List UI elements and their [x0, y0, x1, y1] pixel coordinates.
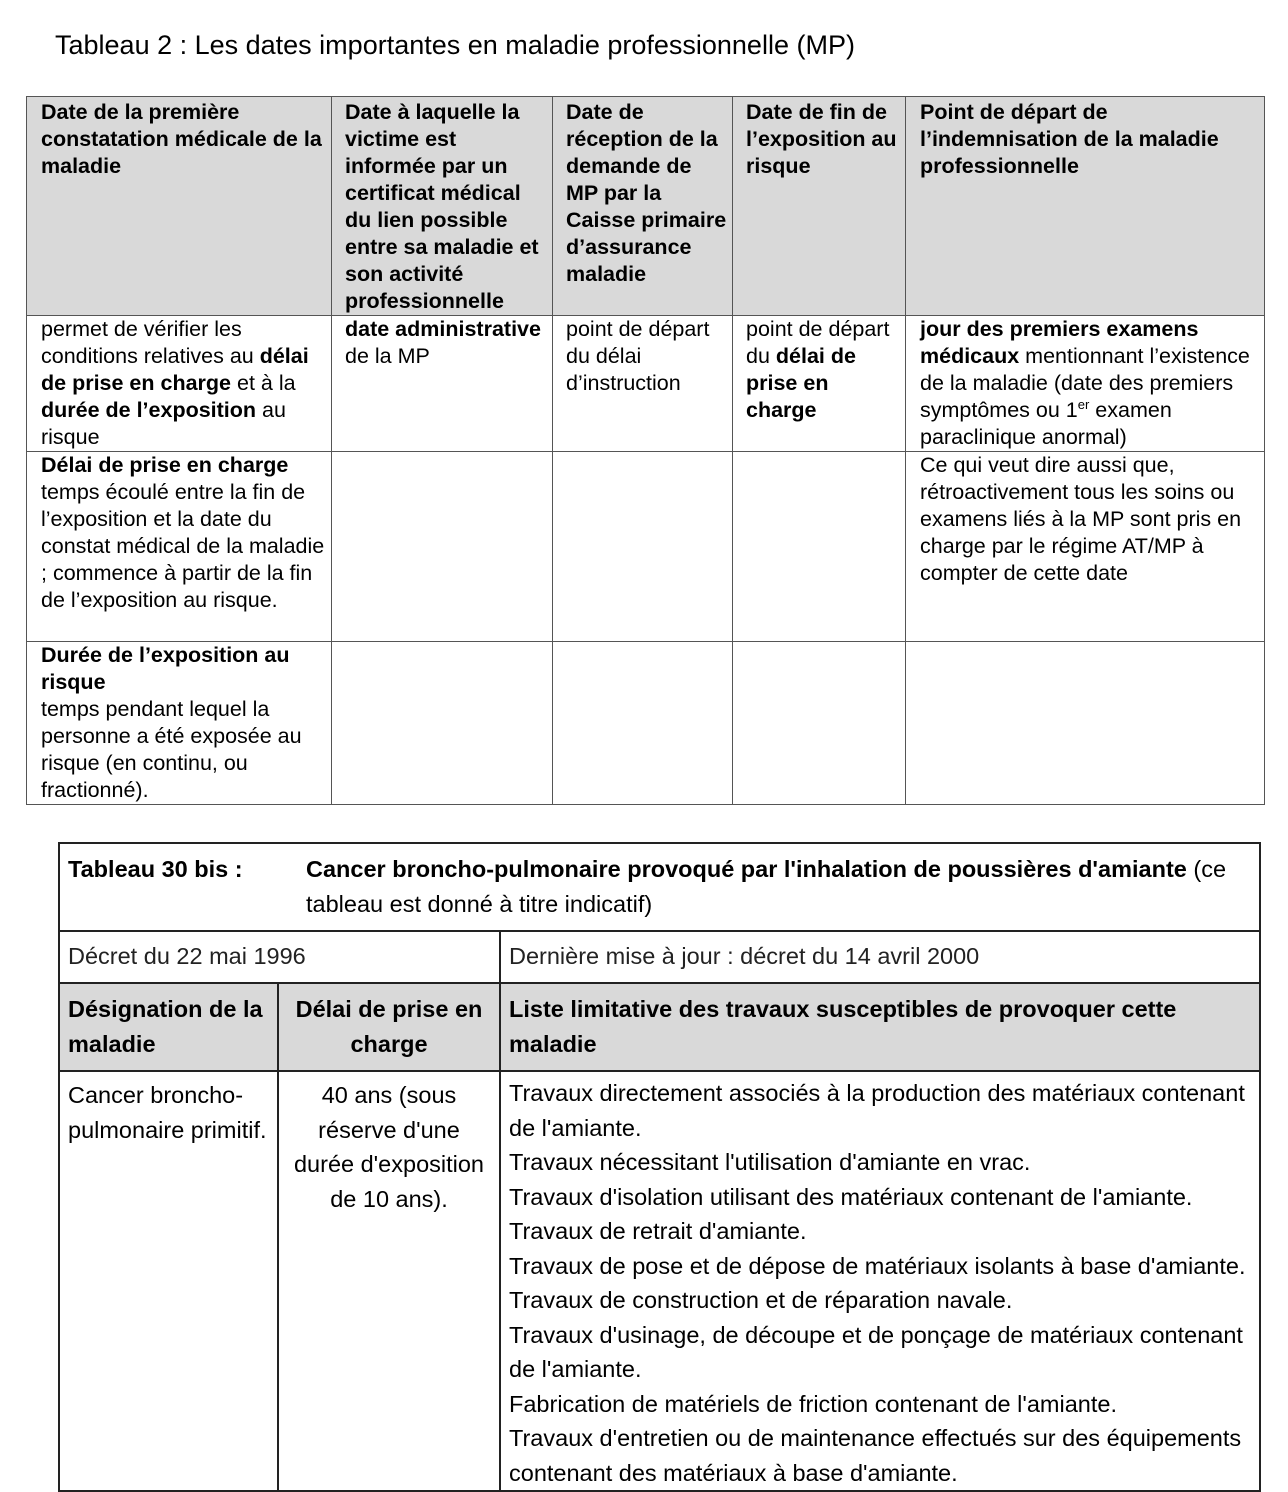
row3-col4: [733, 642, 906, 805]
row1-col1: permet de vérifier les conditions relatives au délai de prise en charge et à la durée de l’exposition au risque: [27, 316, 332, 452]
row1-col4: point de départ du délai de prise en charge: [733, 316, 906, 452]
row3-col2: [332, 642, 553, 805]
list-item: Fabrication de matériels de friction contenant de l'amiante.: [509, 1390, 1117, 1417]
document-title: Tableau 2 : Les dates importantes en maladie professionnelle (MP): [55, 30, 855, 60]
row2-col2: [332, 452, 553, 642]
row1-col5: jour des premiers examens médicaux mentionnant l’existence de la maladie (date des premiers symptômes ou 1er examen paraclinique anormal): [906, 316, 1265, 452]
row2-col1: Délai de prise en charge temps écoulé entre la fin de l’exposition et la date du constat médical de la maladie ; commence à partir de la fin de l’exposition au risque.: [27, 452, 332, 642]
header-request-received-date: Date de réception de la demande de MP par la Caisse primaire d’assurance maladie: [553, 97, 733, 316]
disease-cell: Cancer broncho-pulmonaire primitif.: [59, 1071, 278, 1491]
row2-col4: [733, 452, 906, 642]
header-works: Liste limitative des travaux susceptibles de provoquer cette maladie: [500, 983, 1260, 1071]
row3-col1: Durée de l’exposition au risque temps pendant lequel la personne a été exposée au risque (en continu, ou fractionné).: [27, 642, 332, 805]
table-row: [27, 452, 1265, 642]
list-item: Travaux de pose et de dépose de matériaux isolants à base d'amiante.: [509, 1252, 1246, 1279]
row3-col3: [553, 642, 733, 805]
table-row: [59, 1071, 1260, 1491]
asbestos-table-title-row: [59, 843, 1260, 931]
dates-table-header-row: [27, 97, 1265, 316]
list-item: Travaux d'entretien ou de maintenance effectués sur des équipements contenant des matériaux à base d'amiante.: [509, 1425, 1242, 1486]
works-cell: [500, 1071, 1260, 1491]
last-update: Dernière mise à jour : décret du 14 avril 2000: [500, 931, 1260, 983]
table-note: (ce tableau est donné à titre indicatif): [306, 856, 1227, 917]
row1-col2: date administrative de la MP: [332, 316, 553, 452]
list-item: Travaux d'usinage, de découpe et de ponçage de matériaux contenant de l'amiante.: [509, 1321, 1243, 1382]
header-compensation-start: Point de départ de l’indemnisation de la maladie professionnelle: [906, 97, 1265, 316]
row3-col5: [906, 642, 1265, 805]
row2-col5: Ce qui veut dire aussi que, rétroactivement tous les soins ou examens liés à la MP sont pris en charge par le régime AT/MP à compter de cette date: [906, 452, 1265, 642]
list-item: Travaux de retrait d'amiante.: [509, 1218, 807, 1244]
asbestos-header-row: [59, 983, 1260, 1071]
list-item: Travaux de construction et de réparation navale.: [509, 1287, 1013, 1313]
decree-date: Décret du 22 mai 1996: [59, 931, 500, 983]
list-item: Travaux nécessitant l'utilisation d'amiante en vrac.: [509, 1149, 1031, 1175]
list-item: Travaux d'isolation utilisant des matériaux contenant de l'amiante.: [509, 1183, 1193, 1210]
table-title: Cancer broncho-pulmonaire provoqué par l'inhalation de poussières d'amiante: [306, 856, 1187, 882]
dates-table: [26, 96, 1265, 805]
table-row: [27, 642, 1265, 805]
decree-row: [59, 931, 1260, 983]
header-exposure-end-date: Date de fin de l’exposition au risque: [733, 97, 906, 316]
header-first-medical-date: Date de la première constatation médicale de la maladie: [27, 97, 332, 316]
asbestos-table-title: [59, 843, 1260, 931]
table-label: Tableau 30 bis :: [68, 856, 243, 882]
header-disease: Désignation de la maladie: [59, 983, 278, 1071]
table-row: [27, 316, 1265, 452]
row1-col3: point de départ du délai d’instruction: [553, 316, 733, 452]
asbestos-table: [58, 842, 1261, 1492]
header-delay: Délai de prise en charge: [278, 983, 500, 1071]
list-item: Travaux directement associés à la production des matériaux contenant de l'amiante.: [509, 1080, 1245, 1141]
row2-col3: [553, 452, 733, 642]
header-victim-informed-date: Date à laquelle la victime est informée par un certificat médical du lien possible entre sa maladie et son activité professionnelle: [332, 97, 553, 316]
delay-cell: 40 ans (sous réserve d'une durée d'exposition de 10 ans).: [278, 1071, 500, 1491]
